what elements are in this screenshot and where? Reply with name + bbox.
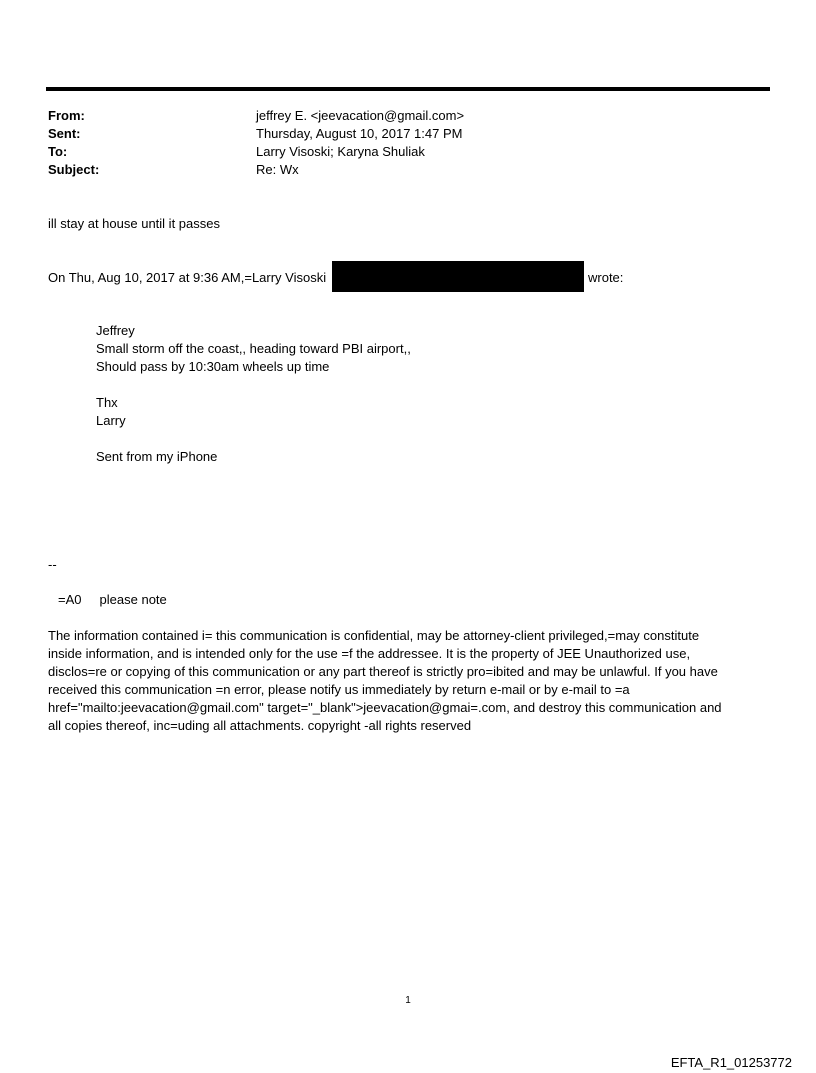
quoted-line: Should pass by 10:30am wheels up time [96,359,330,374]
sent-label: Sent: [48,126,81,141]
page-number: 1 [405,995,411,1006]
quoted-line: Larry [96,413,126,428]
sent-value: Thursday, August 10, 2017 1:47 PM [256,126,463,141]
to-value: Larry Visoski; Karyna Shuliak [256,144,425,159]
header-rule [46,87,770,91]
from-label: From: [48,108,85,123]
redaction-block [332,261,584,292]
signature-note: =A0 please note [58,592,167,607]
subject-value: Re: Wx [256,162,299,177]
reply-text: ill stay at house until it passes [48,216,220,231]
quoted-line: Jeffrey [96,323,135,338]
quote-intro-tail: wrote: [588,270,624,285]
bates-number: EFTA_R1_01253772 [670,1055,792,1070]
subject-label: Subject: [48,162,100,177]
quote-intro: On Thu, Aug 10, 2017 at 9:36 AM,=Larry Visoski [48,270,327,285]
confidentiality-disclaimer: The information contained i= this communication is confidential, may be attorney-client privileged,=may constitute inside information, and is intended only for the use =f the addressee. It is the property of JEE Unauthorized use, disclos=re or copying of this communication or any part thereof is strictly pro=ibited and may be unlawful. If you have received this communication =n error, please notify us immediately by return e-mail or by e-mail to =a href="mailto:jeevacation@gmail.com" target="_blank">jeevacation@gmai=.com, and destroy this communication and all copies thereof, inc=uding all attachments. copyright -all rights reserved [48,628,722,733]
quoted-line: Small storm off the coast,, heading toward PBI airport,, [96,341,411,356]
quoted-line: Sent from my iPhone [96,449,218,464]
quoted-line: Thx [96,395,118,410]
signature-separator: -- [48,557,57,572]
to-label: To: [48,144,68,159]
from-value: jeffrey E. <jeevacation@gmail.com> [256,108,465,123]
